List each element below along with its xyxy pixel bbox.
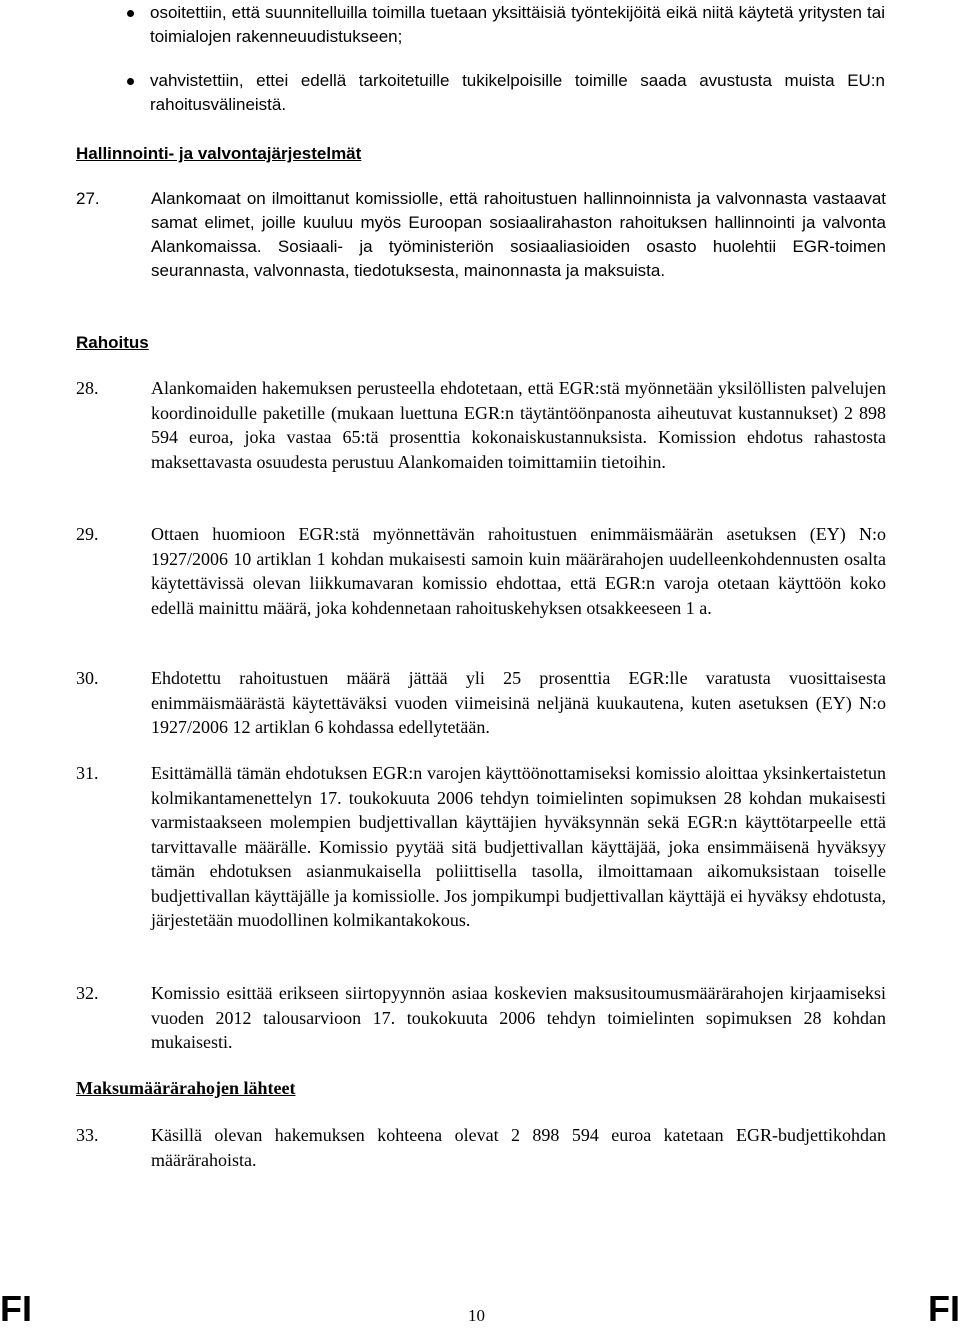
bullet-text: osoitettiin, että suunnitelluilla toimilla tuetaan yksittäisiä työntekijöitä eikä niitä käytetä yritysten tai toimialojen rakenneuudistukseen; [150, 3, 885, 46]
bullet-dot-icon [127, 10, 134, 17]
paragraph-number: 29. [76, 524, 99, 544]
footer-language-left: FI [0, 1288, 32, 1329]
paragraph-text: Käsillä olevan hakemuksen kohteena olevat 2 898 594 euroa katetaan EGR-budjettikohdan määrärahoista. [151, 1125, 886, 1170]
paragraph-number: 33. [76, 1125, 99, 1145]
paragraph-text: Alankomaat on ilmoittanut komissiolle, että rahoitustuen hallinnoinnista ja valvonnasta vastaavat samat elimet, joille kuuluu myös Euroopan sosiaalirahaston rahoituksen hallinnointi ja valvonta Alankomaissa. Sosiaali- ja työministeriön sosiaaliasioiden osasto huolehtii EGR-toimen seurannasta, valvonnasta, tiedotuksesta, mainonnasta ja maksuista. [151, 189, 886, 280]
paragraph-number: 28. [76, 378, 99, 398]
bullet-item [150, 69, 885, 117]
paragraph-number: 27. [76, 189, 100, 208]
paragraph-text: Esittämällä tämän ehdotuksen EGR:n varojen käyttöönottamiseksi komissio aloittaa yksinkertaistetun kolmikantamenettelyn 17. toukokuuta 2006 tehdyn toimielinten sopimuksen 28 kohdan mukaisesti varmistaakseen molempien budjettivallan käyttäjien hyväksynnän sekä EGR:n käyttötarpeelle että tarvittavalle määrälle. Komissio pyytää sitä budjettivallan käyttäjää, joka ensimmäisenä hyväksyy tämän ehdotuksen asianmukaisella poliittisella tasolla, ilmoittamaan aikomuksistaan toiselle budjettivallan käyttäjälle ja komissiolle. Jos jompikumpi budjettivallan käyttäjä ei hyväksy ehdotusta, järjestetään muodollinen kolmikantakokous. [151, 763, 886, 930]
paragraph-text: Alankomaiden hakemuksen perusteella ehdotetaan, että EGR:stä myönnetään yksilöllisten palvelujen koordinoidulle paketille (mukaan luettuna EGR:n täytäntöönpanosta aiheutuvat kustannukset) 2 898 594 euroa, joka vastaa 65:tä prosenttia kokonaiskustannuksista. Komission ehdotus rahastosta maksettavasta osuudesta perustuu Alankomaiden toimittamiin tietoihin. [151, 378, 886, 472]
page-number: 10 [468, 1306, 485, 1325]
paragraph-number: 32. [76, 983, 99, 1003]
paragraph-number: 30. [76, 668, 99, 688]
paragraph-text: Komissio esittää erikseen siirtopyynnön asiaa koskevien maksusitoumusmäärärahojen kirjaamiseksi vuoden 2012 talousarvioon 17. toukokuuta 2006 tehdyn toimielinten sopimuksen 28 kohdan mukaisesti. [151, 983, 886, 1052]
bullet-item [150, 1, 885, 49]
section-heading-funding: Rahoitus [76, 333, 149, 352]
paragraph-number: 31. [76, 763, 99, 783]
paragraph-text: Ehdotettu rahoitustuen määrä jättää yli 25 prosenttia EGR:lle varatusta vuosittaisesta enimmäismäärästä käytettäväksi vuoden viimeisinä neljänä kuukautena, kuten asetuksen (EY) N:o 1927/2006 12 artiklan 6 kohdassa edellytetään. [151, 668, 886, 737]
footer-language-right: FI [928, 1288, 960, 1329]
section-heading-sources: Maksumäärärahojen lähteet [76, 1078, 296, 1098]
paragraph-text: Ottaen huomioon EGR:stä myönnettävän rahoitustuen enimmäismäärän asetuksen (EY) N:o 1927/2006 10 artiklan 1 kohdan mukaisesti samoin kuin määrärahojen uudelleenkohdennusten osalta käytettävissä olevan liikkumavaran komissio ehdottaa, että EGR:n varoja otetaan käyttöön koko edellä mainittu määrä, joka kohdennetaan rahoituskehyksen otsakkeeseen 1 a. [151, 524, 886, 618]
bullet-text: vahvistettiin, ettei edellä tarkoitetuille tukikelpoisille toimille saada avustusta muista EU:n rahoitusvälineistä. [150, 71, 885, 114]
section-heading-management: Hallinnointi- ja valvontajärjestelmät [76, 144, 362, 163]
bullet-dot-icon [127, 78, 134, 85]
